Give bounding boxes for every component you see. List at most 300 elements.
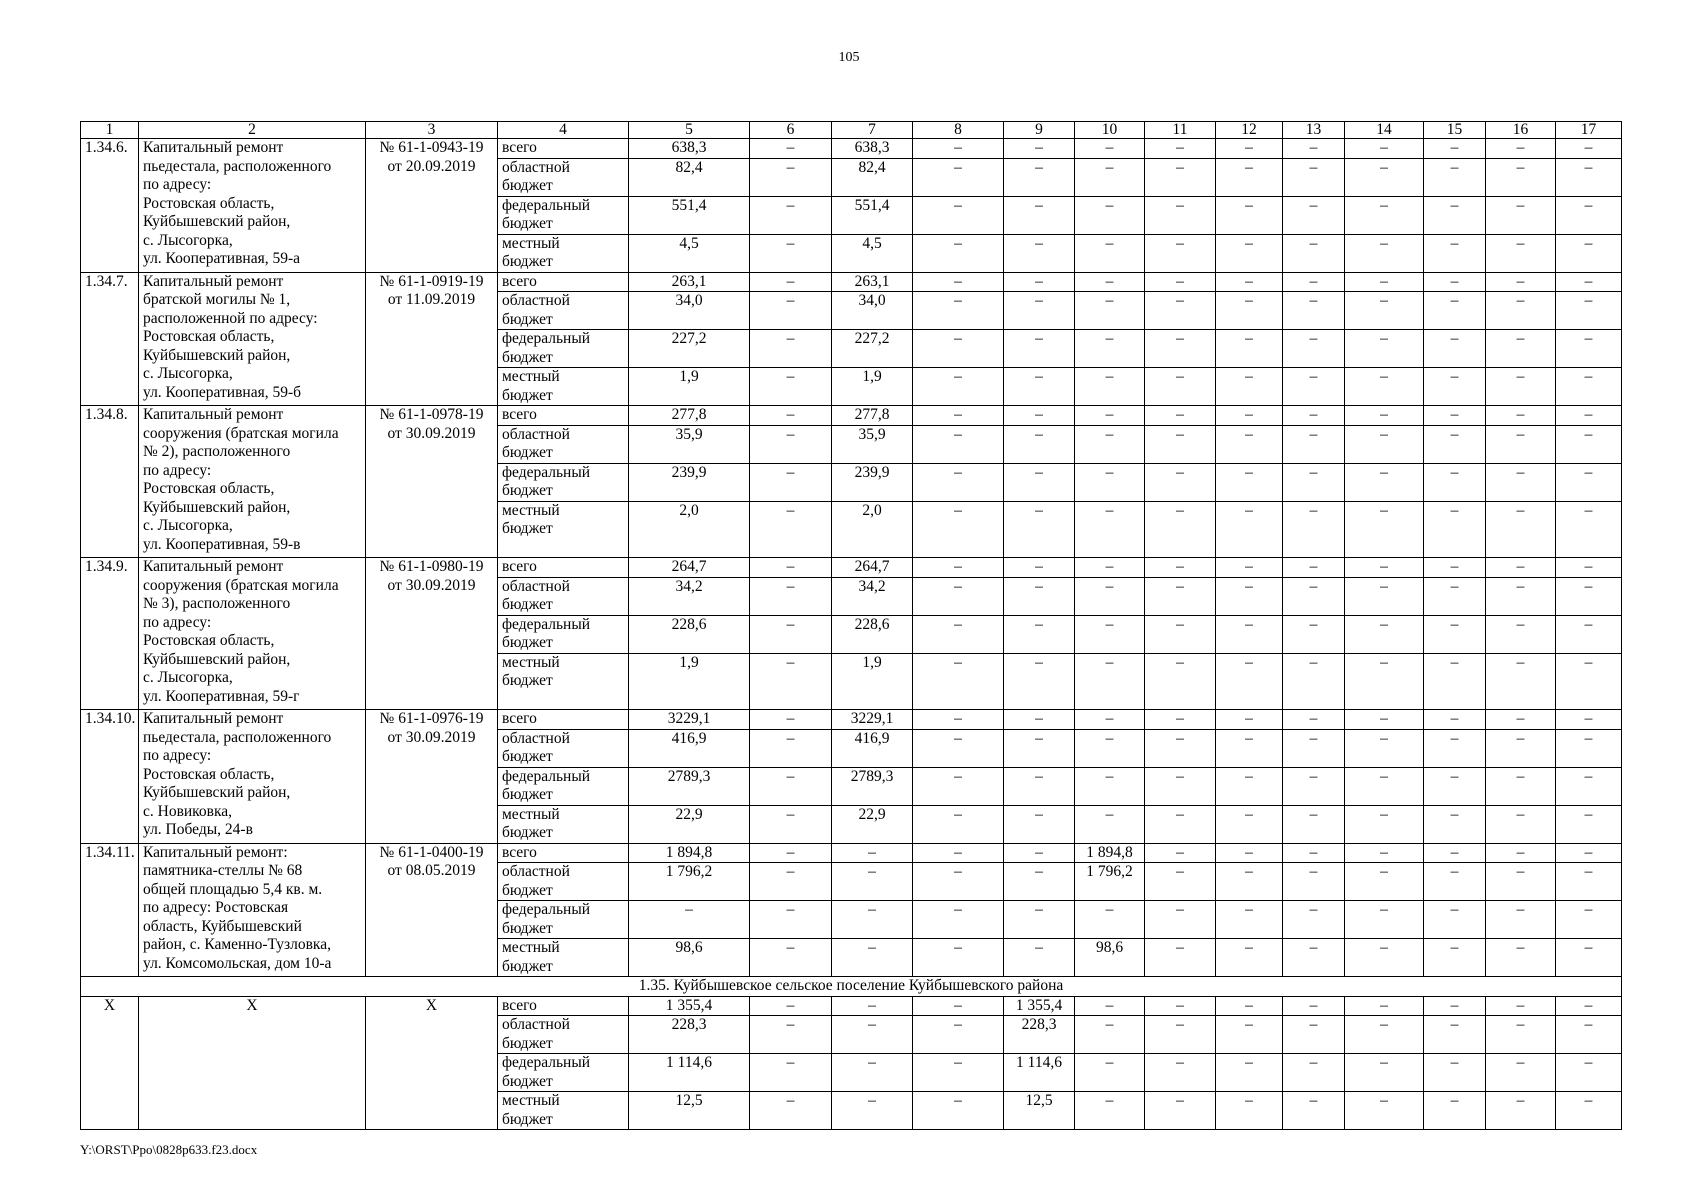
- value-cell: –: [1216, 843, 1283, 863]
- value-cell: –: [750, 939, 832, 977]
- value-cell: –: [1075, 368, 1145, 406]
- value-cell: –: [1004, 767, 1075, 805]
- value-cell: –: [750, 1016, 832, 1054]
- value-cell: –: [1424, 272, 1486, 292]
- value-cell: –: [1283, 653, 1345, 710]
- value-cell: –: [1345, 558, 1424, 578]
- value-cell: –: [1345, 425, 1424, 463]
- text-line: бюджет: [502, 444, 553, 461]
- column-header: 2: [139, 122, 366, 139]
- value-cell: –: [1283, 406, 1345, 426]
- value-cell: –: [750, 292, 832, 330]
- text-line: бюджет: [502, 348, 553, 366]
- value-cell: –: [1216, 558, 1283, 578]
- item-description: [139, 406, 366, 558]
- value-cell: –: [1075, 234, 1145, 272]
- value-cell: –: [1145, 863, 1216, 901]
- value-cell: 416,9: [832, 729, 913, 767]
- value-cell: –: [1075, 1016, 1145, 1054]
- text-line: бюджет: [502, 482, 553, 499]
- value-cell: –: [750, 1054, 832, 1092]
- value-cell: –: [1556, 368, 1622, 406]
- text-line: местный: [502, 234, 560, 252]
- text-line: Куйбышевский район,: [143, 213, 291, 230]
- value-cell: –: [913, 234, 1004, 272]
- value-cell: –: [750, 996, 832, 1016]
- funding-source: [498, 863, 629, 901]
- value-cell: –: [1486, 196, 1556, 234]
- value-cell: –: [1283, 272, 1345, 292]
- text-line: Ростовская область,: [143, 765, 275, 783]
- value-cell: –: [1424, 368, 1486, 406]
- value-cell: –: [1283, 558, 1345, 578]
- value-cell: –: [1075, 139, 1145, 159]
- value-cell: –: [1556, 767, 1622, 805]
- text-line: федеральный: [502, 1054, 591, 1071]
- value-cell: 1,9: [832, 368, 913, 406]
- value-cell: –: [750, 272, 832, 292]
- value-cell: –: [1004, 615, 1075, 653]
- funding-source: [498, 139, 629, 159]
- value-cell: –: [1075, 577, 1145, 615]
- text-line: Капитальный ремонт: [143, 558, 284, 575]
- item-number: 1.34.7.: [81, 272, 139, 406]
- value-cell: 1 114,6: [629, 1054, 750, 1092]
- text-line: Капитальный ремонт:: [143, 843, 288, 861]
- value-cell: –: [913, 863, 1004, 901]
- page-number: 105: [838, 50, 860, 65]
- text-line: по адресу:: [143, 461, 212, 479]
- value-cell: –: [1075, 729, 1145, 767]
- value-cell: –: [1283, 1092, 1345, 1130]
- value-cell: –: [1486, 767, 1556, 805]
- text-line: местный: [502, 501, 560, 519]
- value-cell: 638,3: [832, 139, 913, 159]
- value-cell: 2789,3: [832, 767, 913, 805]
- value-cell: –: [913, 463, 1004, 501]
- column-header: 10: [1075, 122, 1145, 139]
- value-cell: –: [1004, 139, 1075, 159]
- value-cell: –: [1004, 558, 1075, 578]
- value-cell: –: [1486, 1092, 1556, 1130]
- text-line: бюджет: [502, 520, 553, 537]
- value-cell: –: [1145, 368, 1216, 406]
- text-line: по адресу:: [143, 747, 212, 764]
- value-cell: –: [1345, 1092, 1424, 1130]
- value-cell: 638,3: [629, 139, 750, 159]
- value-cell: –: [1486, 577, 1556, 615]
- value-cell: –: [1556, 158, 1622, 196]
- value-cell: –: [1004, 901, 1075, 939]
- value-cell: –: [1283, 729, 1345, 767]
- text-line: Капитальный ремонт: [143, 406, 284, 423]
- value-cell: –: [1345, 368, 1424, 406]
- value-cell: –: [1345, 653, 1424, 710]
- text-line: бюджет: [502, 672, 553, 689]
- value-cell: –: [1004, 863, 1075, 901]
- value-cell: –: [1145, 653, 1216, 710]
- item-document: [366, 843, 498, 977]
- value-cell: 35,9: [629, 425, 750, 463]
- value-cell: –: [1004, 805, 1075, 843]
- text-line: федеральный: [502, 767, 591, 785]
- value-cell: –: [1486, 805, 1556, 843]
- value-cell: 277,8: [832, 406, 913, 426]
- value-cell: 1 114,6: [1004, 1054, 1075, 1092]
- value-cell: –: [1424, 292, 1486, 330]
- value-cell: –: [1145, 272, 1216, 292]
- value-cell: –: [1075, 158, 1145, 196]
- value-cell: –: [1345, 196, 1424, 234]
- item-number: 1.34.11.: [81, 843, 139, 977]
- value-cell: –: [1283, 1054, 1345, 1092]
- value-cell: –: [750, 653, 832, 710]
- table-row: [81, 843, 1622, 863]
- value-cell: –: [832, 901, 913, 939]
- value-cell: –: [1075, 805, 1145, 843]
- funding-source: [498, 558, 629, 578]
- value-cell: –: [1486, 710, 1556, 730]
- value-cell: –: [1486, 272, 1556, 292]
- value-cell: 98,6: [629, 939, 750, 977]
- value-cell: –: [750, 406, 832, 426]
- value-cell: –: [1424, 501, 1486, 558]
- text-line: № 61-1-0400-19: [379, 843, 484, 861]
- text-line: бюджет: [502, 596, 553, 613]
- value-cell: –: [1345, 501, 1424, 558]
- value-cell: 2,0: [832, 501, 913, 558]
- value-cell: 264,7: [629, 558, 750, 578]
- value-cell: 1 894,8: [1075, 843, 1145, 863]
- value-cell: 228,6: [832, 615, 913, 653]
- funding-source: [498, 501, 629, 558]
- text-line: с. Лысогорка,: [143, 517, 233, 534]
- section-row: [81, 977, 1622, 997]
- value-cell: –: [1345, 843, 1424, 863]
- value-cell: –: [1556, 463, 1622, 501]
- value-cell: –: [1556, 996, 1622, 1016]
- value-cell: –: [832, 863, 913, 901]
- value-cell: 263,1: [832, 272, 913, 292]
- value-cell: 1,9: [629, 368, 750, 406]
- text-line: Капитальный ремонт: [143, 139, 284, 156]
- value-cell: –: [1486, 368, 1556, 406]
- value-cell: –: [1424, 901, 1486, 939]
- value-cell: 263,1: [629, 272, 750, 292]
- text-line: бюджет: [502, 177, 553, 194]
- value-cell: –: [1145, 501, 1216, 558]
- column-header: 1: [81, 122, 139, 139]
- value-cell: –: [1216, 767, 1283, 805]
- text-line: бюджет: [502, 957, 553, 975]
- value-cell: –: [1283, 843, 1345, 863]
- value-cell: –: [913, 425, 1004, 463]
- funding-source: [498, 767, 629, 805]
- value-cell: –: [1424, 1054, 1486, 1092]
- value-cell: –: [1075, 1054, 1145, 1092]
- text-line: № 61-1-0980-19: [379, 558, 484, 575]
- column-header: 11: [1145, 122, 1216, 139]
- value-cell: 1 796,2: [1075, 863, 1145, 901]
- value-cell: –: [1486, 843, 1556, 863]
- value-cell: –: [1145, 939, 1216, 977]
- funding-source: [498, 272, 629, 292]
- value-cell: 227,2: [832, 330, 913, 368]
- value-cell: 12,5: [629, 1092, 750, 1130]
- text-line: всего: [502, 996, 537, 1014]
- value-cell: –: [1216, 501, 1283, 558]
- value-cell: –: [913, 1016, 1004, 1054]
- value-cell: –: [913, 615, 1004, 653]
- text-line: Ростовская область,: [143, 328, 275, 345]
- text-line: областной: [502, 158, 570, 176]
- value-cell: –: [1145, 463, 1216, 501]
- text-line: пьедестала, расположенного: [143, 728, 332, 746]
- funding-source: [498, 196, 629, 234]
- value-cell: –: [1283, 463, 1345, 501]
- value-cell: –: [1486, 729, 1556, 767]
- value-cell: –: [1145, 767, 1216, 805]
- value-cell: 3229,1: [629, 710, 750, 730]
- value-cell: –: [1424, 767, 1486, 805]
- value-cell: –: [1283, 577, 1345, 615]
- value-cell: –: [1345, 901, 1424, 939]
- value-cell: –: [1486, 939, 1556, 977]
- column-header: 13: [1283, 122, 1345, 139]
- text-line: по адресу: Ростовская: [143, 899, 289, 916]
- text-line: федеральный: [502, 196, 591, 214]
- funding-source: [498, 406, 629, 426]
- text-line: областной: [502, 729, 570, 747]
- value-cell: –: [1075, 767, 1145, 805]
- value-cell: –: [1345, 939, 1424, 977]
- value-cell: 264,7: [832, 558, 913, 578]
- value-cell: –: [1283, 292, 1345, 330]
- text-line: Куйбышевский район,: [143, 346, 291, 364]
- text-line: бюджет: [502, 215, 553, 232]
- value-cell: –: [1216, 158, 1283, 196]
- value-cell: –: [1145, 330, 1216, 368]
- text-line: ул. Кооперативная, 59-г: [143, 687, 300, 705]
- funding-source: [498, 368, 629, 406]
- value-cell: –: [1424, 234, 1486, 272]
- value-cell: –: [1424, 196, 1486, 234]
- value-cell: –: [1216, 406, 1283, 426]
- column-header: 7: [832, 122, 913, 139]
- text-line: № 61-1-0978-19: [379, 406, 484, 423]
- value-cell: –: [913, 939, 1004, 977]
- value-cell: –: [1075, 272, 1145, 292]
- value-cell: –: [1424, 996, 1486, 1016]
- table-row: [81, 406, 1622, 426]
- value-cell: –: [1556, 863, 1622, 901]
- item-document: [366, 710, 498, 844]
- text-line: от 20.09.2019: [387, 157, 476, 175]
- funding-source: [498, 330, 629, 368]
- value-cell: 277,8: [629, 406, 750, 426]
- text-line: бюджет: [502, 634, 553, 651]
- value-cell: 228,3: [629, 1016, 750, 1054]
- text-line: ул. Победы, 24-в: [143, 821, 253, 838]
- value-cell: –: [1145, 139, 1216, 159]
- value-cell: –: [1556, 710, 1622, 730]
- value-cell: –: [1075, 406, 1145, 426]
- value-cell: –: [1283, 425, 1345, 463]
- value-cell: –: [1556, 615, 1622, 653]
- column-header: 6: [750, 122, 832, 139]
- text-line: от 30.09.2019: [387, 728, 476, 746]
- text-line: от 11.09.2019: [387, 291, 476, 308]
- value-cell: –: [750, 767, 832, 805]
- value-cell: –: [1345, 463, 1424, 501]
- value-cell: 4,5: [629, 234, 750, 272]
- value-cell: –: [913, 805, 1004, 843]
- text-line: область, Куйбышевский: [143, 917, 302, 935]
- item-document: [366, 272, 498, 406]
- table-row: [81, 710, 1622, 730]
- value-cell: –: [1556, 425, 1622, 463]
- text-line: по адресу:: [143, 176, 212, 193]
- text-line: бюджет: [502, 1034, 553, 1052]
- funding-source: [498, 805, 629, 843]
- value-cell: –: [1216, 330, 1283, 368]
- value-cell: –: [1486, 996, 1556, 1016]
- text-line: федеральный: [502, 330, 591, 347]
- value-cell: –: [913, 996, 1004, 1016]
- text-line: всего: [502, 406, 537, 423]
- text-line: местный: [502, 368, 560, 385]
- item-description: [139, 710, 366, 844]
- text-line: областной: [502, 577, 570, 595]
- funding-source: [498, 996, 629, 1016]
- value-cell: –: [1424, 1016, 1486, 1054]
- value-cell: –: [1004, 653, 1075, 710]
- text-line: всего: [502, 272, 537, 290]
- budget-table: [80, 121, 1622, 1130]
- item-description: [139, 843, 366, 977]
- funding-source: [498, 1016, 629, 1054]
- value-cell: –: [1004, 272, 1075, 292]
- value-cell: –: [1216, 1092, 1283, 1130]
- value-cell: –: [1424, 330, 1486, 368]
- value-cell: 34,0: [629, 292, 750, 330]
- item-description: [139, 558, 366, 710]
- value-cell: –: [1283, 330, 1345, 368]
- value-cell: 239,9: [629, 463, 750, 501]
- column-header: 4: [498, 122, 629, 139]
- text-line: бюджет: [502, 824, 553, 841]
- value-cell: –: [750, 196, 832, 234]
- text-line: бюджет: [502, 310, 553, 328]
- value-cell: –: [913, 501, 1004, 558]
- value-cell: –: [629, 901, 750, 939]
- text-line: федеральный: [502, 463, 591, 481]
- value-cell: –: [1424, 406, 1486, 426]
- value-cell: –: [1345, 767, 1424, 805]
- value-cell: –: [750, 1092, 832, 1130]
- value-cell: –: [1556, 292, 1622, 330]
- value-cell: –: [1345, 615, 1424, 653]
- value-cell: –: [1283, 615, 1345, 653]
- text-line: расположенной по адресу:: [143, 309, 318, 327]
- value-cell: –: [1283, 863, 1345, 901]
- item-number: 1.34.8.: [81, 406, 139, 558]
- value-cell: –: [1424, 729, 1486, 767]
- value-cell: –: [913, 158, 1004, 196]
- text-line: с. Лысогорка,: [143, 669, 233, 686]
- value-cell: –: [1486, 501, 1556, 558]
- value-cell: –: [913, 330, 1004, 368]
- column-header-row: [81, 122, 1622, 139]
- value-cell: –: [913, 710, 1004, 730]
- value-cell: –: [1004, 234, 1075, 272]
- text-line: бюджет: [502, 919, 553, 937]
- value-cell: –: [1556, 1016, 1622, 1054]
- value-cell: –: [1556, 330, 1622, 368]
- text-line: ул. Комсомольская, дом 10-а: [143, 954, 332, 972]
- value-cell: –: [1424, 843, 1486, 863]
- text-line: бюджет: [502, 253, 553, 270]
- text-line: всего: [502, 139, 537, 156]
- value-cell: –: [1004, 158, 1075, 196]
- value-cell: –: [1486, 463, 1556, 501]
- funding-source: [498, 1092, 629, 1130]
- text-line: областной: [502, 1016, 570, 1033]
- value-cell: –: [750, 368, 832, 406]
- value-cell: –: [913, 901, 1004, 939]
- text-line: областной: [502, 292, 570, 309]
- item-number: 1.34.9.: [81, 558, 139, 710]
- text-line: местный: [502, 939, 560, 956]
- value-cell: –: [1075, 292, 1145, 330]
- value-cell: –: [1216, 863, 1283, 901]
- value-cell: –: [750, 843, 832, 863]
- value-cell: –: [750, 330, 832, 368]
- funding-source: [498, 710, 629, 730]
- value-cell: –: [1556, 939, 1622, 977]
- value-cell: –: [913, 292, 1004, 330]
- text-line: № 3), расположенного: [143, 595, 291, 612]
- value-cell: –: [750, 425, 832, 463]
- value-cell: –: [1004, 292, 1075, 330]
- value-cell: 228,6: [629, 615, 750, 653]
- item-document: [366, 406, 498, 558]
- value-cell: –: [1216, 901, 1283, 939]
- value-cell: –: [750, 139, 832, 159]
- text-line: федеральный: [502, 615, 591, 633]
- text-line: всего: [502, 710, 537, 727]
- value-cell: 3229,1: [832, 710, 913, 730]
- value-cell: –: [913, 767, 1004, 805]
- value-cell: –: [1075, 901, 1145, 939]
- value-cell: –: [1004, 710, 1075, 730]
- value-cell: –: [1145, 729, 1216, 767]
- value-cell: –: [1345, 577, 1424, 615]
- footer-file-path: Y:\ORST\Ppo\0828p633.f23.docx: [80, 1142, 258, 1157]
- value-cell: –: [1345, 1054, 1424, 1092]
- value-cell: –: [1424, 425, 1486, 463]
- value-cell: 82,4: [629, 158, 750, 196]
- column-header: 15: [1424, 122, 1486, 139]
- column-header: 3: [366, 122, 498, 139]
- value-cell: 1 355,4: [1004, 996, 1075, 1016]
- value-cell: –: [1345, 863, 1424, 901]
- value-cell: –: [1283, 234, 1345, 272]
- value-cell: –: [1556, 729, 1622, 767]
- value-cell: –: [1424, 710, 1486, 730]
- value-cell: –: [1424, 158, 1486, 196]
- value-cell: –: [832, 1016, 913, 1054]
